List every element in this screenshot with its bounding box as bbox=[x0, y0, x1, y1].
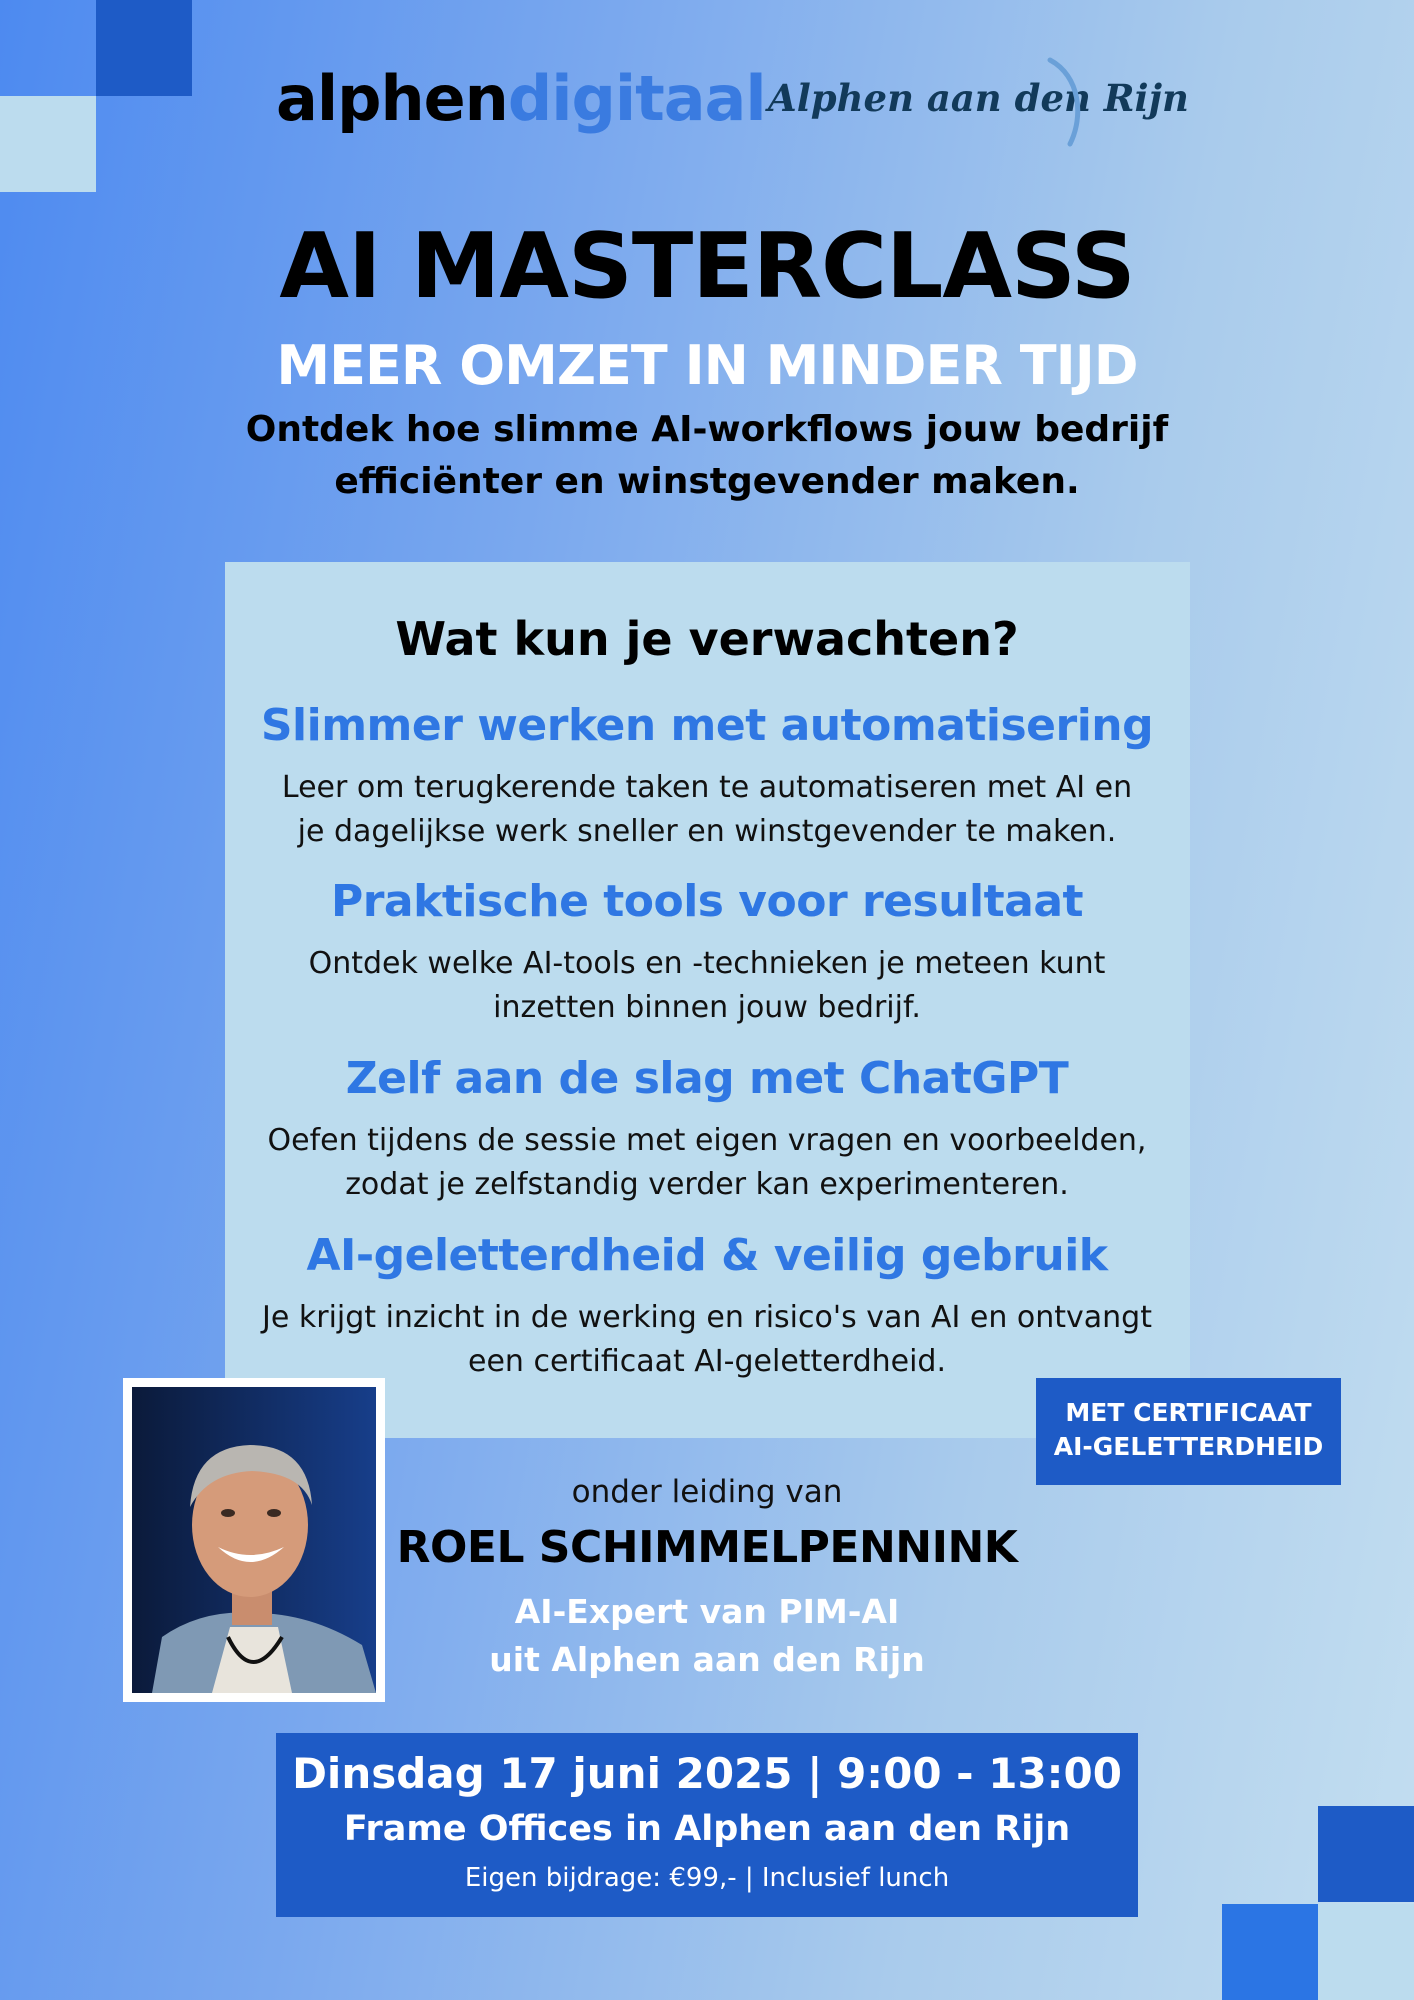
certificate-badge bbox=[1036, 1378, 1341, 1485]
leader-intro: onder leiding van bbox=[571, 1474, 843, 1510]
feature-title: Praktische tools voor resultaat bbox=[330, 876, 1084, 927]
decor-square bbox=[96, 0, 192, 96]
decor-square bbox=[0, 96, 96, 192]
decor-square bbox=[1318, 1806, 1414, 1902]
feature-line: Leer om terugkerende taken te automatiseren met AI en bbox=[281, 770, 1133, 805]
role-line: AI-Expert van PIM-AI bbox=[514, 1592, 900, 1631]
feature-text bbox=[0, 1296, 1414, 1384]
logo-part-digitaal: digitaal bbox=[507, 62, 766, 135]
decor-square bbox=[1318, 1904, 1414, 2000]
logo-part-alphen: alphen bbox=[276, 62, 508, 135]
lead-text bbox=[0, 404, 1414, 508]
event-location: Frame Offices in Alphen aan den Rijn bbox=[343, 1809, 1071, 1849]
gemeente-logo: Alphen aan den Rijn bbox=[768, 76, 1189, 120]
feature-line: je dagelijkse werk sneller en winstgevender te maken. bbox=[297, 814, 1117, 849]
feature-line: Je krijgt inzicht in de werking en risico's van AI en ontvangt bbox=[262, 1300, 1152, 1335]
feature-text bbox=[0, 766, 1414, 854]
role-line: uit Alphen aan den Rijn bbox=[489, 1640, 925, 1679]
badge-line: MET CERTIFICAAT bbox=[1065, 1398, 1312, 1427]
decor-square bbox=[1222, 1904, 1318, 2000]
feature-line: een certificaat AI-geletterdheid. bbox=[467, 1344, 946, 1379]
gemeente-swoosh-icon bbox=[1040, 56, 1100, 148]
feature-line: zodat je zelfstandig verder kan experimenteren. bbox=[345, 1167, 1069, 1202]
lead-line: efficiënter en winstgevender maken. bbox=[334, 461, 1080, 502]
feature-line: Oefen tijdens de sessie met eigen vragen en voorbeelden, bbox=[267, 1123, 1147, 1158]
feature-line: Ontdek welke AI-tools en -technieken je meteen kunt bbox=[308, 946, 1106, 981]
lead-line: Ontdek hoe slimme AI-workflows jouw bedrijf bbox=[245, 409, 1169, 450]
event-price: Eigen bijdrage: €99,- | Inclusief lunch bbox=[464, 1863, 950, 1893]
feature-title: Slimmer werken met automatisering bbox=[260, 700, 1154, 751]
feature-text bbox=[0, 1119, 1414, 1207]
page-title: AI MASTERCLASS bbox=[279, 214, 1135, 319]
badge-line: AI-GELETTERDHEID bbox=[1053, 1432, 1324, 1461]
speaker-name: ROEL SCHIMMELPENNINK bbox=[396, 1522, 1018, 1573]
feature-line: inzetten binnen jouw bedrijf. bbox=[493, 990, 921, 1025]
speaker-role bbox=[0, 1588, 1414, 1684]
event-info-box bbox=[276, 1733, 1138, 1917]
feature-title: AI-geletterdheid & veilig gebruik bbox=[306, 1230, 1108, 1281]
feature-title: Zelf aan de slag met ChatGPT bbox=[345, 1053, 1069, 1104]
event-date-time: Dinsdag 17 juni 2025 | 9:00 - 13:00 bbox=[292, 1749, 1122, 1798]
expectations-heading: Wat kun je verwachten? bbox=[395, 612, 1019, 666]
page-subtitle: MEER OMZET IN MINDER TIJD bbox=[276, 334, 1138, 397]
alphen-digitaal-logo bbox=[276, 62, 766, 135]
feature-text bbox=[0, 942, 1414, 1030]
